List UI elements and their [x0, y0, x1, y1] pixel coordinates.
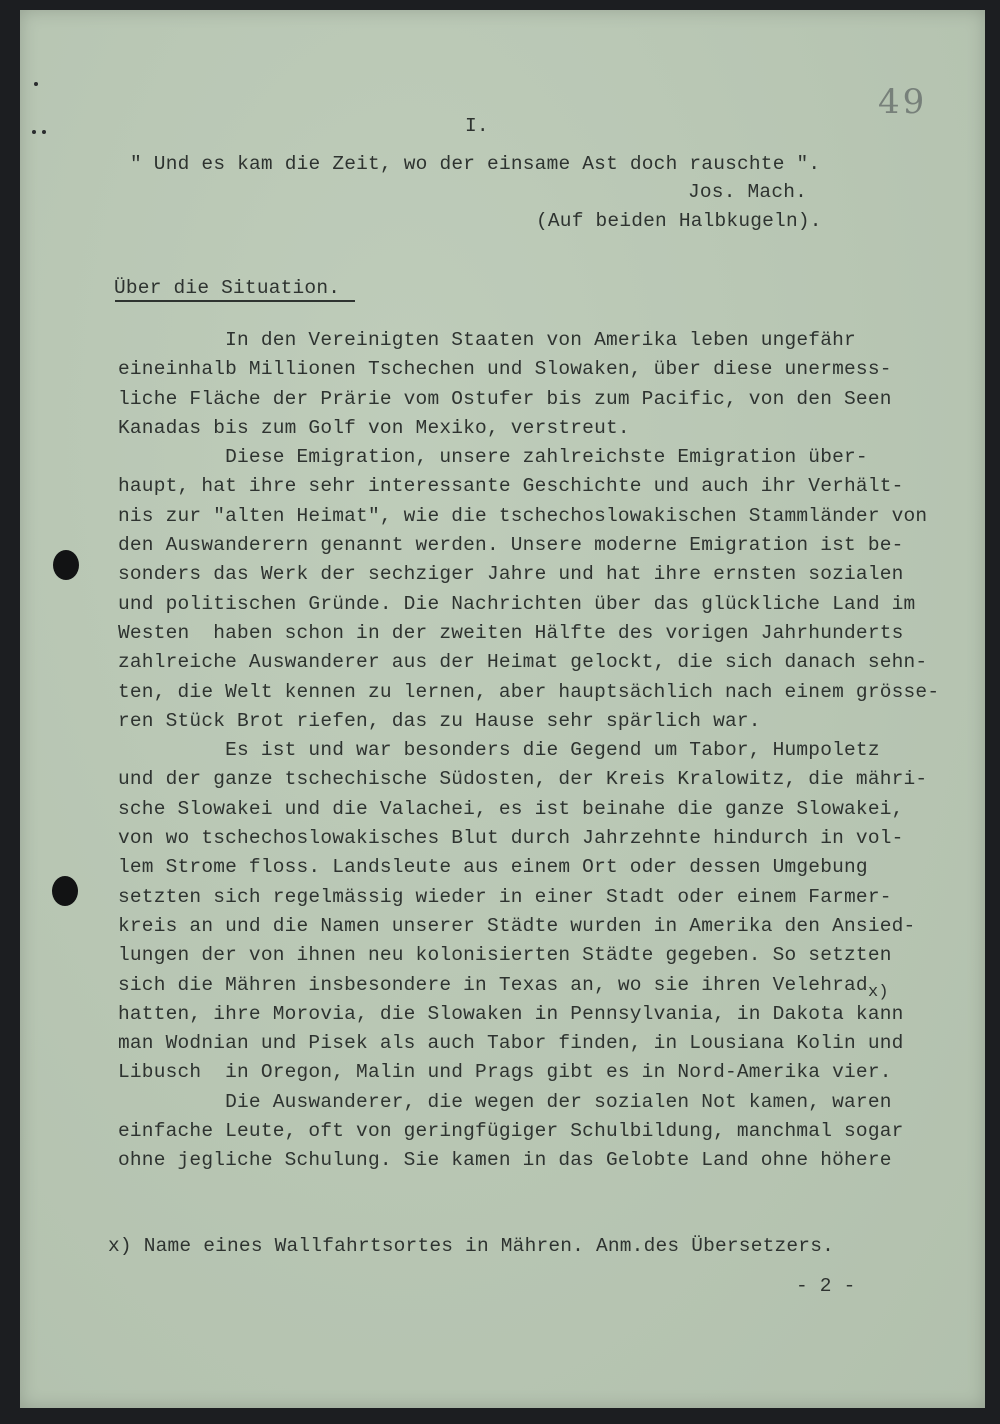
body-line: sche Slowakei und die Valachei, es ist beinahe die ganze Slowakei, — [118, 797, 904, 820]
body-line: Diese Emigration, unsere zahlreichste Emigration über- — [118, 446, 868, 469]
footnote-marker: x) — [868, 983, 889, 1002]
epigraph-author: Jos. Mach. — [688, 181, 808, 203]
body-line: einfache Leute, oft von geringfügiger Schulbildung, manchmal sogar — [118, 1120, 904, 1143]
body-line: setzten sich regelmässig wieder in einer Stadt oder einem Farmer- — [118, 885, 892, 908]
body-line: und der ganze tschechische Südosten, der Kreis Kralowitz, die mähri- — [118, 768, 928, 791]
epigraph-source: (Auf beiden Halbkugeln). — [536, 210, 822, 232]
body-line: liche Fläche der Prärie vom Ostufer bis zum Pacific, von den Seen — [118, 387, 892, 410]
body-line: Kanadas bis zum Golf von Mexiko, verstreut. — [118, 416, 630, 439]
body-text — [118, 326, 938, 1176]
body-line: und politischen Gründe. Die Nachrichten über das glückliche Land im — [118, 592, 916, 615]
body-line: ren Stück Brot riefen, das zu Hause sehr spärlich war. — [118, 709, 761, 732]
body-line: Libusch in Oregon, Malin und Prags gibt es in Nord-Amerika vier. — [118, 1061, 892, 1084]
heading-underline — [115, 300, 355, 302]
body-line: nis zur "alten Heimat", wie die tschechoslowakischen Stammländer von — [118, 504, 928, 527]
punch-hole — [52, 876, 78, 906]
body-line: lem Strome floss. Landsleute aus einem Ort oder dessen Umgebung — [118, 856, 868, 879]
page-number: - 2 - — [796, 1275, 856, 1297]
chapter-number: I. — [465, 115, 489, 137]
paper-speck — [32, 130, 36, 134]
paper-speck — [34, 82, 38, 86]
section-heading: Über die Situation. — [114, 277, 341, 299]
body-line: zahlreiche Auswanderer aus der Heimat gelockt, die sich danach sehn- — [118, 651, 928, 674]
document-page — [20, 10, 985, 1408]
body-line: von wo tschechoslowakisches Blut durch Jahrzehnte hindurch in vol- — [118, 827, 904, 850]
body-line: Westen haben schon in der zweiten Hälfte des vorigen Jahrhunderts — [118, 621, 904, 644]
body-line: ten, die Welt kennen zu lernen, aber hauptsächlich nach einem grösse- — [118, 680, 940, 703]
body-line: Die Auswanderer, die wegen der sozialen Not kamen, waren — [118, 1090, 892, 1113]
body-line: haupt, hat ihre sehr interessante Geschichte und auch ihr Verhält- — [118, 475, 904, 498]
punch-hole — [53, 550, 79, 580]
body-line: hatten, ihre Morovia, die Slowaken in Pennsylvania, in Dakota kann — [118, 1002, 904, 1025]
body-line: sonders das Werk der sechziger Jahre und hat ihre ernsten sozialen — [118, 563, 904, 586]
body-line: den Auswanderern genannt werden. Unsere moderne Emigration ist be- — [118, 534, 904, 557]
body-line: lungen der von ihnen neu kolonisierten Städte gegeben. So setzten — [118, 944, 892, 967]
body-line: In den Vereinigten Staaten von Amerika leben ungefähr — [118, 329, 856, 351]
body-line: kreis an und die Namen unserer Städte wurden in Amerika den Ansied- — [118, 914, 916, 937]
body-line: sich die Mähren insbesondere in Texas an, wo sie ihren Velehrad — [118, 973, 868, 996]
epigraph-quote: " Und es kam die Zeit, wo der einsame Ast doch rauschte ". — [130, 153, 821, 175]
folio-number: 49 — [878, 82, 928, 122]
body-line: eineinhalb Millionen Tschechen und Slowaken, über diese unermess- — [118, 358, 892, 381]
body-line: man Wodnian und Pisek als auch Tabor finden, in Lousiana Kolin und — [118, 1032, 904, 1055]
body-line: ohne jegliche Schulung. Sie kamen in das Gelobte Land ohne höhere — [118, 1149, 892, 1172]
footnote: x) Name eines Wallfahrtsortes in Mähren. Anm.des Übersetzers. — [108, 1235, 835, 1257]
body-line: Es ist und war besonders die Gegend um Tabor, Humpoletz — [118, 739, 880, 762]
paper-speck — [42, 130, 46, 134]
